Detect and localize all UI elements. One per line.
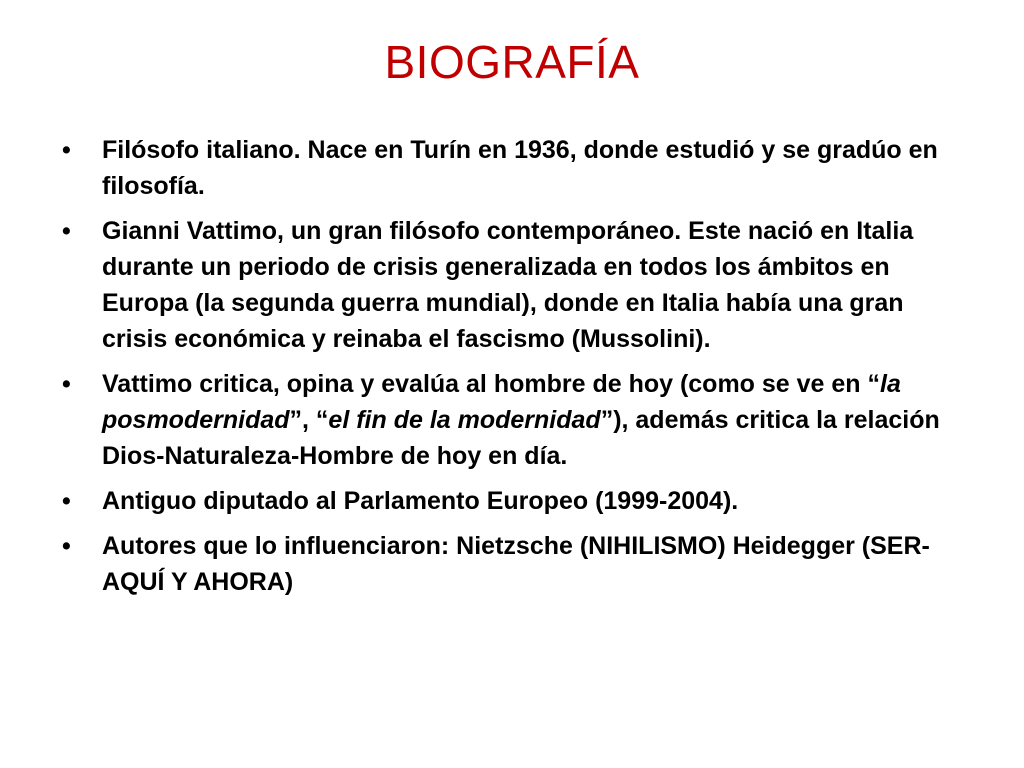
bullet-list — [62, 132, 972, 609]
bullet-dot-icon: • — [62, 217, 71, 245]
bullet-text-3-italic2: el fin de la modernidad — [328, 406, 601, 434]
slide-title: BIOGRAFÍA — [384, 36, 640, 88]
bullet-item-5 — [62, 528, 972, 600]
bullet-dot-icon: • — [62, 487, 71, 515]
bullet-text-4: Antiguo diputado al Parlamento Europeo (1999-2004). — [102, 487, 739, 515]
bullet-text-3-italic1: la posmodernidad — [102, 370, 901, 434]
bullet-text-3 — [102, 366, 972, 474]
bullet-text-3-part1: Vattimo critica, opina y evalúa al hombre de hoy (como se ve en “ — [102, 370, 881, 398]
bullet-item-1 — [62, 132, 972, 204]
bullet-item-2 — [62, 213, 972, 357]
bullet-text-5: Autores que lo influenciaron: Nietzsche (NIHILISMO) Heidegger (SER-AQUÍ Y AHORA) — [102, 532, 930, 596]
bullet-text-3-part2: ”, “ — [289, 406, 329, 434]
bullet-text-2: Gianni Vattimo, un gran filósofo contemporáneo. Este nació en Italia durante un periodo de crisis generalizada en todos los ámbitos en Europa (la segunda guerra mundial), donde en Italia había una gran crisis económica y reinaba el fascismo (Mussolini). — [102, 217, 914, 353]
bullet-item-3 — [62, 366, 972, 474]
bullet-text-1: Filósofo italiano. Nace en Turín en 1936, donde estudió y se gradúo en filosofía. — [102, 136, 938, 200]
bullet-dot-icon: • — [62, 532, 71, 560]
bullet-item-4 — [62, 483, 972, 519]
bullet-dot-icon: • — [62, 370, 71, 398]
bullet-text-3-part3: ”), además critica la relación Dios-Naturaleza-Hombre de hoy en día. — [102, 406, 940, 470]
bullet-dot-icon: • — [62, 136, 71, 164]
